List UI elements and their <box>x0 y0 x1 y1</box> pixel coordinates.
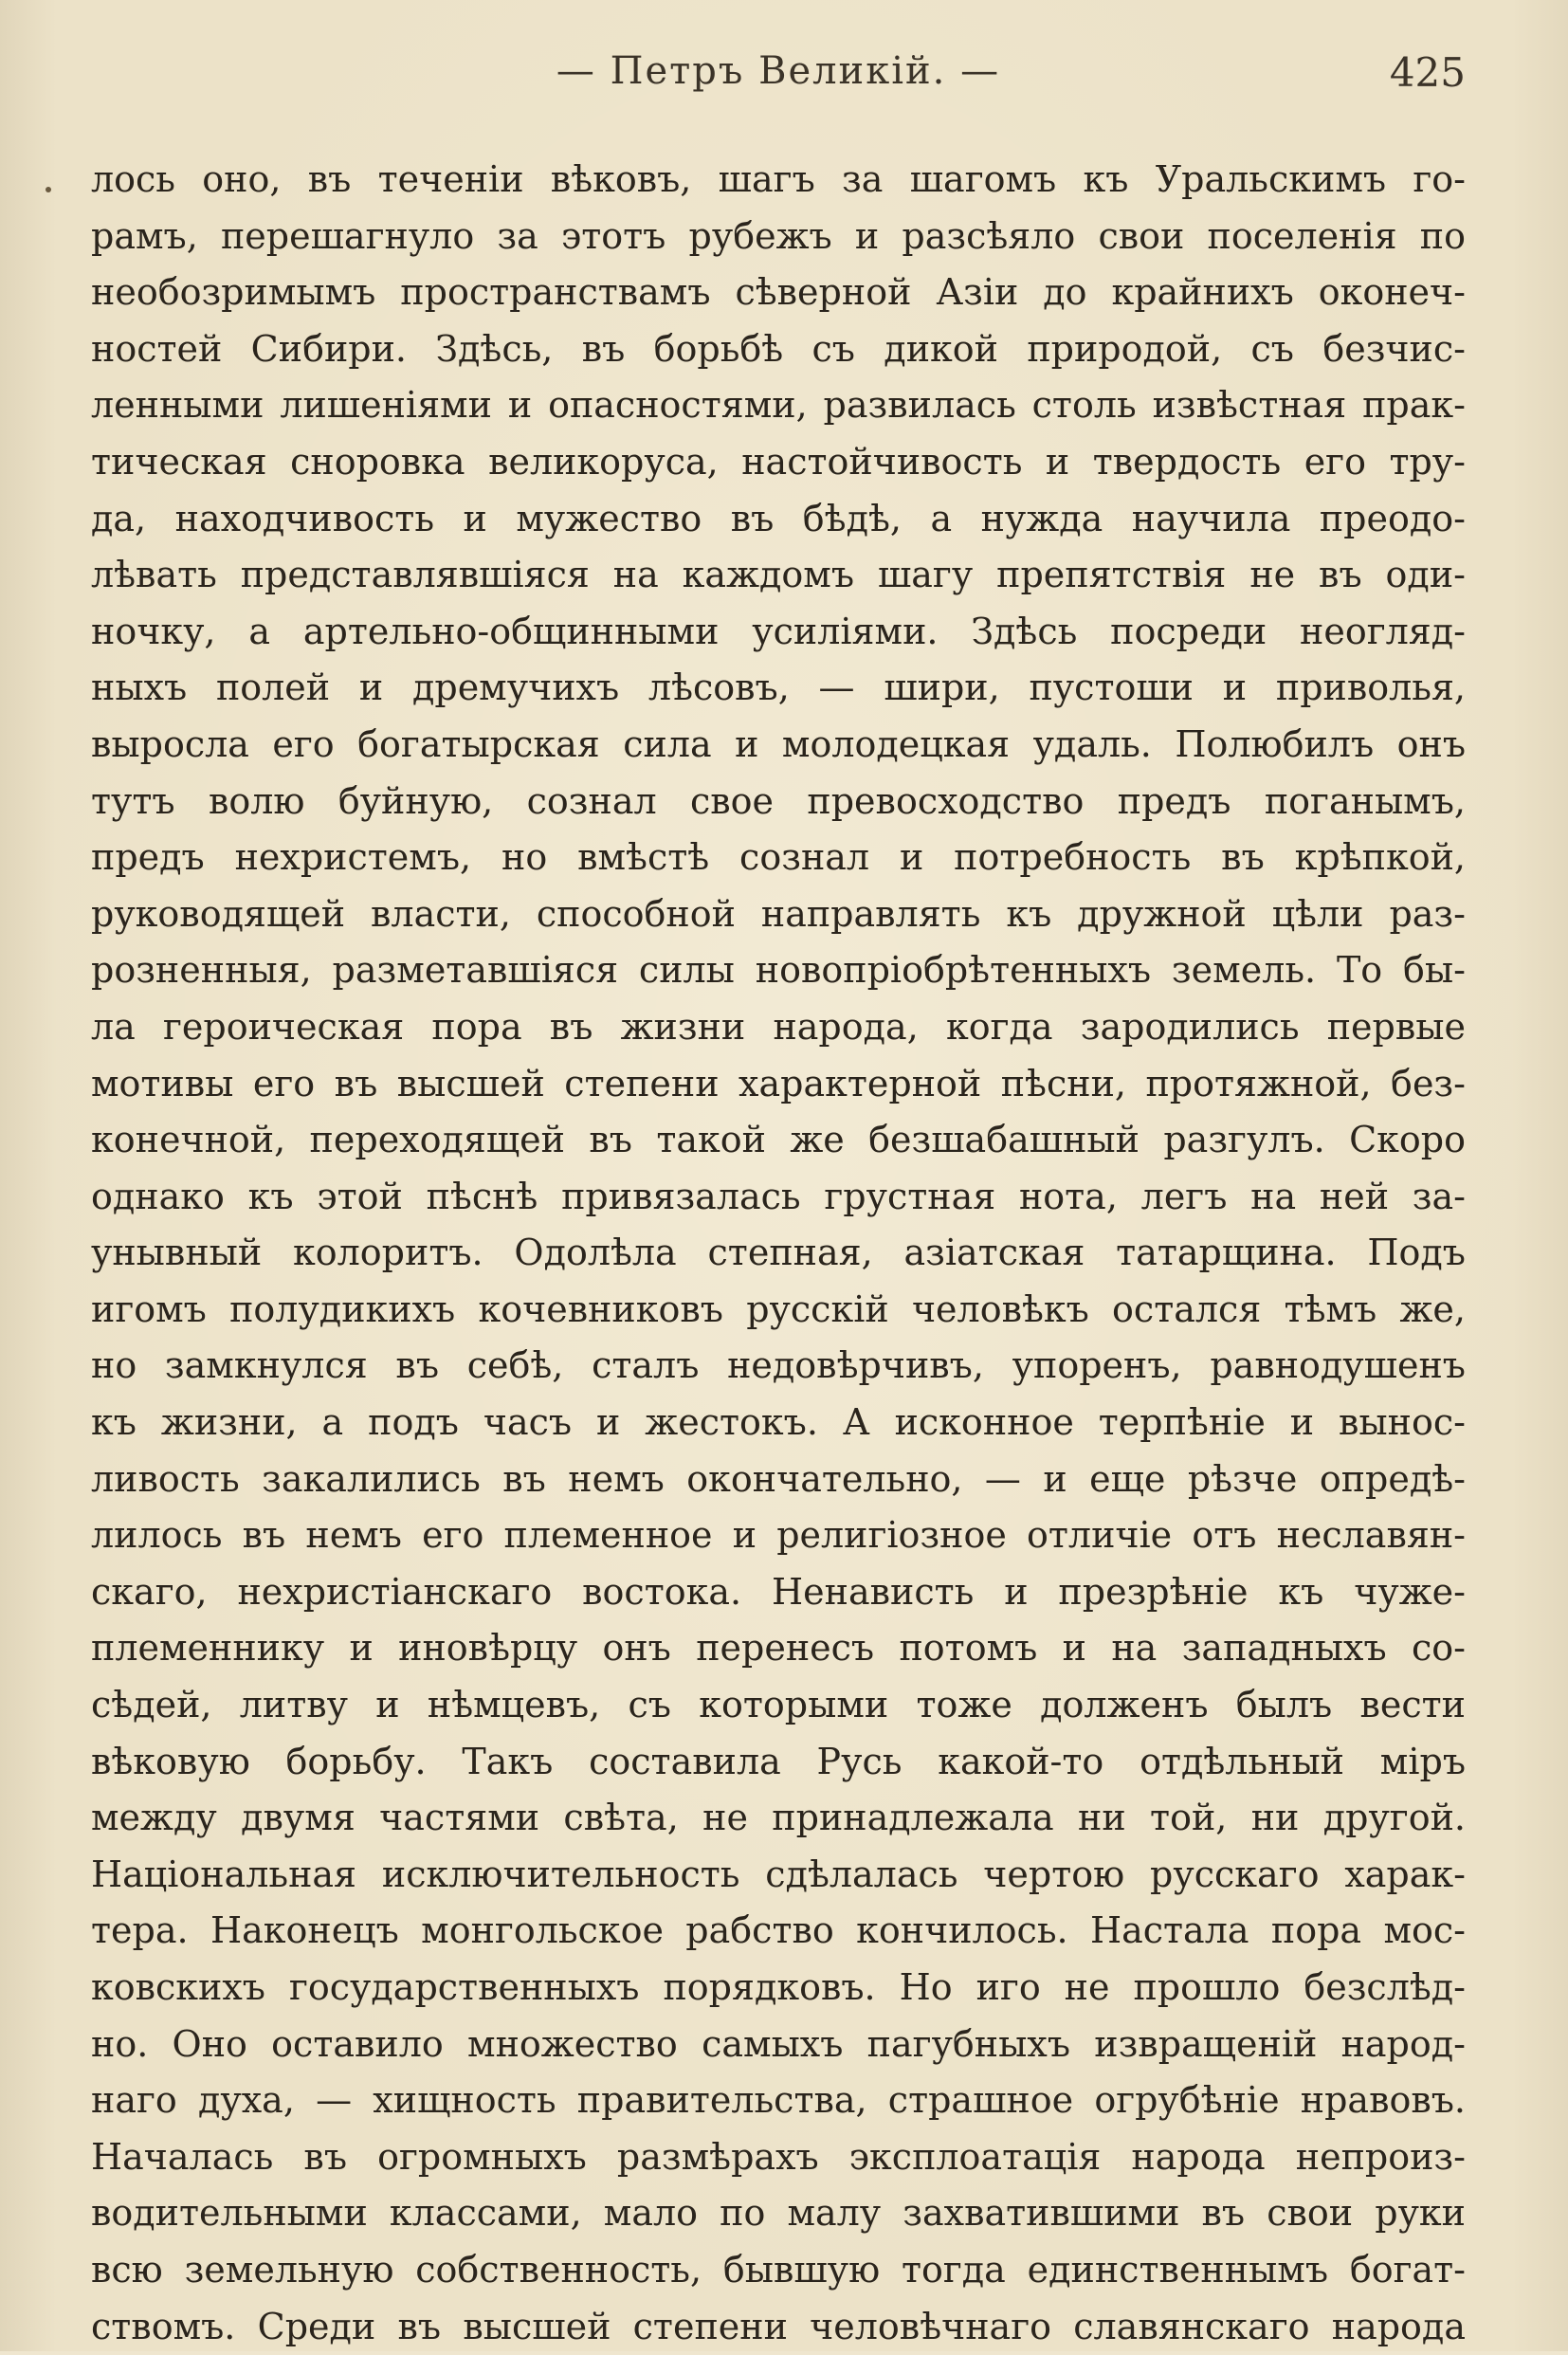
text-line: ствомъ. Среди въ высшей степени человѣчнаго славянскаго народа <box>91 2305 1466 2347</box>
text-line: ливость закалились въ немъ окончательно, — и еще рѣзче опредѣ- <box>91 1457 1466 1500</box>
text-line: однако къ этой пѣснѣ привязалась грустная нота, легъ на ней за- <box>91 1175 1466 1217</box>
body-text <box>91 152 1466 2355</box>
text-line: руководящей власти, способной направлять къ дружной цѣли раз- <box>91 892 1466 935</box>
text-line: конечной, переходящей въ такой же безшабашный разгулъ. Скоро <box>91 1119 1466 1161</box>
text-line: необозримымъ пространствамъ сѣверной Азіи до крайнихъ оконеч- <box>91 271 1466 314</box>
text-line: игомъ полудикихъ кочевниковъ русскій человѣкъ остался тѣмъ же, <box>91 1287 1466 1330</box>
running-title: — Петръ Великій. — <box>556 49 1001 93</box>
text-line: ковскихъ государственныхъ порядковъ. Но иго не прошло безслѣд- <box>91 1966 1466 2008</box>
text-line: розненныя, разметавшіяся силы новопріобрѣтенныхъ земель. То бы- <box>91 949 1466 992</box>
text-line: вѣковую борьбу. Такъ составила Русь какой-то отдѣльный міръ <box>91 1740 1466 1782</box>
text-line: наго духа, — хищность правительства, страшное огрубѣніе нравовъ. <box>91 2079 1466 2122</box>
text-line: мотивы его въ высшей степени характерной пѣсни, протяжной, без- <box>91 1062 1466 1104</box>
text-line: лилось въ немъ его племенное и религіозное отличіе отъ неславян- <box>91 1514 1466 1557</box>
text-line: но. Оно оставило множество самыхъ пагубныхъ извращеній народ- <box>91 2022 1466 2065</box>
margin-mark <box>46 187 51 192</box>
text-line: всю земельную собственность, бывшую тогда единственнымъ богат- <box>91 2248 1466 2291</box>
text-line: тическая сноровка великоруса, настойчивость и твердость его тру- <box>91 440 1466 483</box>
text-line: Національная исключительность сдѣлалась чертою русскаго харак- <box>91 1853 1466 1895</box>
text-line: ленными лишеніями и опасностями, развилась столь извѣстная прак- <box>91 384 1466 427</box>
text-line: тера. Наконецъ монгольское рабство кончилось. Настала пора мос- <box>91 1909 1466 1952</box>
page-number: 425 <box>1389 49 1466 96</box>
text-line: между двумя частями свѣта, не принадлежала ни той, ни другой. <box>91 1797 1466 1839</box>
text-line: да, находчивость и мужество въ бѣдѣ, а нужда научила преодо- <box>91 497 1466 539</box>
text-line: ла героическая пора въ жизни народа, когда зародились первые <box>91 1005 1466 1048</box>
text-line: выросла его богатырская сила и молодецкая удаль. Полюбилъ онъ <box>91 722 1466 765</box>
text-line: Началась въ огромныхъ размѣрахъ эксплоатація народа непроиз- <box>91 2135 1466 2178</box>
text-line: скаго, нехристіанскаго востока. Ненависть и презрѣніе къ чуже- <box>91 1570 1466 1613</box>
text-line: ночку, а артельно-общинными усиліями. Здѣсь посреди неогляд- <box>91 610 1466 652</box>
running-head <box>91 49 1466 106</box>
text-line: ностей Сибири. Здѣсь, въ борьбѣ съ дикой природой, съ безчис- <box>91 327 1466 370</box>
text-line: къ жизни, а подъ часъ и жестокъ. А исконное терпѣніе и вынос- <box>91 1401 1466 1444</box>
text-line: рамъ, перешагнуло за этотъ рубежъ и разсѣяло свои поселенія по <box>91 214 1466 257</box>
text-line: водительными классами, мало по малу захватившими въ свои руки <box>91 2192 1466 2235</box>
text-line: предъ нехристемъ, но вмѣстѣ сознал и потребность въ крѣпкой, <box>91 836 1466 879</box>
text-line: унывный колоритъ. Одолѣла степная, азіатская татарщина. Подъ <box>91 1232 1466 1274</box>
text-line: но замкнулся въ себѣ, сталъ недовѣрчивъ, упоренъ, равнодушенъ <box>91 1344 1466 1387</box>
text-line: сѣдей, литву и нѣмцевъ, съ которыми тоже долженъ былъ вести <box>91 1684 1466 1726</box>
text-line: тутъ волю буйную, сознал свое превосходство предъ поганымъ, <box>91 779 1466 822</box>
text-line: лѣвать представлявшіяся на каждомъ шагу препятствія не въ оди- <box>91 554 1466 596</box>
text-line: племеннику и иновѣрцу онъ перенесъ потомъ и на западныхъ со- <box>91 1627 1466 1670</box>
text-line: ныхъ полей и дремучихъ лѣсовъ, — шири, пустоши и приволья, <box>91 666 1466 709</box>
text-line: лось оно, въ теченіи вѣковъ, шагъ за шагомъ къ Уральскимъ го- <box>91 158 1466 200</box>
